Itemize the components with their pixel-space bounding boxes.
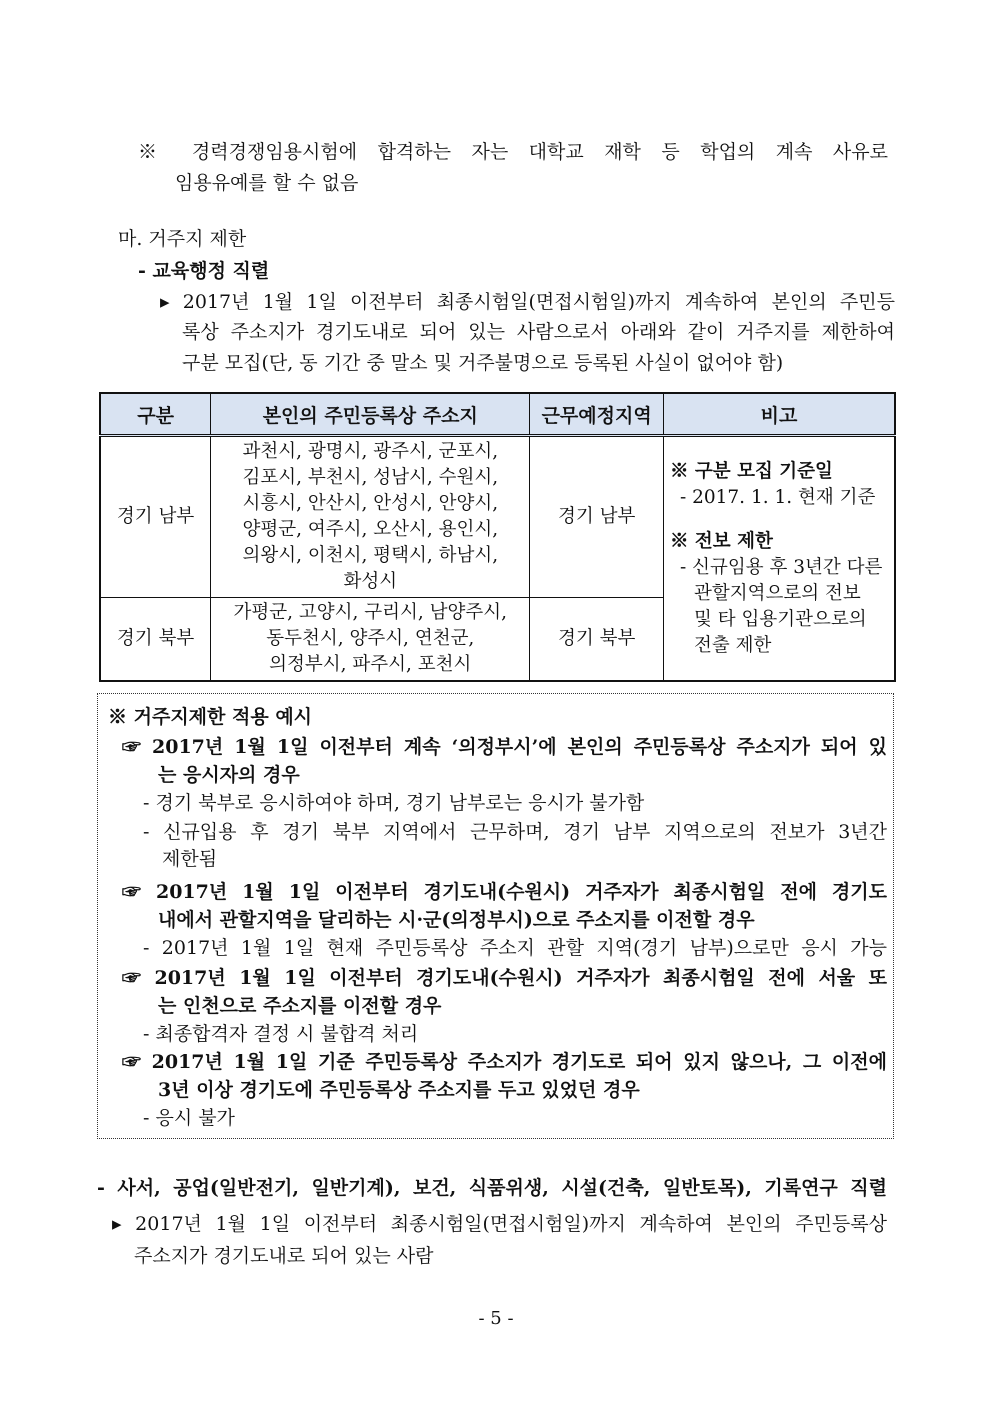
page-number: - 5 -	[478, 1308, 514, 1329]
address-line: 가평군, 고양시, 구리시, 남양주시,	[233, 602, 508, 623]
paragraph-line: 구분 모집(단, 동 기간 중 말소 및 거주불명으로 등록된 사실이 없어야 함)	[182, 352, 784, 374]
paragraph-line: 주소지가 경기도내로 되어 있는 사람	[134, 1245, 434, 1267]
work-area-cell: 경기 북부	[530, 598, 664, 682]
example-case: 는 응시자의 경우	[158, 764, 300, 786]
example-case: 3년 이상 경기도에 주민등록상 주소지를 두고 있었던 경우	[158, 1079, 640, 1101]
address-cell	[211, 598, 530, 682]
remarks-detail: - 신규임용 후 3년간 다른	[679, 556, 883, 578]
example-detail: - 최종합격자 결정 시 불합격 처리	[143, 1023, 419, 1045]
example-detail: - 신규입용 후 경기 북부 지역에서 근무하며, 경기 남부 지역으로의 전보가 3년간	[143, 821, 887, 843]
example-detail: - 2017년 1월 1일 현재 주민등록상 주소지 관할 지역(경기 남부)으로만 응시 가능	[143, 937, 887, 959]
paragraph-line: 록상 주소지가 경기도내로 되어 있는 사람으로서 아래와 같이 거주지를 제한하여	[182, 321, 895, 343]
table-header: 비고	[663, 393, 895, 436]
table-header: 본인의 주민등록상 주소지	[211, 393, 530, 436]
address-line: 의정부시, 파주시, 포천시	[269, 654, 472, 675]
address-line: 과천시, 광명시, 광주시, 군포시,	[242, 441, 499, 462]
example-detail: - 응시 불가	[143, 1107, 235, 1129]
address-line: 화성시	[343, 571, 398, 592]
example-case: ☞ 2017년 1월 1일 이전부터 경기도내(수원시) 거주자가 최종시험일 전에 서울 또	[122, 967, 887, 989]
example-case: 내에서 관할지역을 달리하는 시·군(의정부시)으로 주소지를 이전할 경우	[158, 909, 755, 931]
category-cell: 경기 북부	[100, 598, 211, 682]
subsection-other-series: - 사서, 공업(일반전기, 일반기계), 보건, 식품위생, 시설(건축, 일반토목), 기록연구 직렬	[97, 1177, 887, 1199]
example-box-title: ※ 거주지제한 적용 예시	[108, 706, 313, 728]
remarks-detail: 전출 제한	[693, 634, 772, 656]
address-line: 의왕시, 이천시, 평택시, 하남시,	[242, 545, 499, 566]
work-area-cell: 경기 남부	[530, 436, 664, 598]
remarks-detail: 및 타 입용기관으로의	[693, 608, 867, 630]
address-line: 시흥시, 안산시, 안성시, 안양시,	[242, 493, 499, 514]
address-line: 동두천시, 양주시, 연천군,	[266, 628, 475, 649]
section-title: 마. 거주지 제한	[118, 228, 247, 250]
residence-table	[99, 392, 896, 682]
address-cell	[211, 436, 530, 598]
intro-note-line-1: ※ 경력경쟁임용시험에 합격하는 자는 대학교 재학 등 학업의 계속 사유로	[138, 141, 888, 163]
remarks-heading: ※ 구분 모집 기준일	[669, 460, 833, 482]
remarks-detail: - 2017. 1. 1. 현재 기준	[679, 486, 876, 508]
address-line: 김포시, 부천시, 성남시, 수원시,	[242, 467, 499, 488]
category-cell: 경기 남부	[100, 436, 211, 598]
paragraph-line: ▸ 2017년 1월 1일 이전부터 최종시험일(면접시험일)까지 계속하여 본인의 주민등	[160, 291, 895, 313]
remarks-heading: ※ 전보 제한	[669, 530, 773, 552]
remarks-cell	[663, 436, 895, 682]
example-case: ☞ 2017년 1월 1일 이전부터 경기도내(수원시) 거주자가 최종시험일 전에 경기도	[122, 881, 887, 903]
example-case: ☞ 2017년 1월 1일 이전부터 계속 ‘의정부시’에 본인의 주민등록상 주소지가 되어 있	[122, 736, 887, 758]
example-case: ☞ 2017년 1월 1일 기준 주민등록상 주소지가 경기도로 되어 있지 않으나, 그 이전에	[122, 1051, 887, 1073]
intro-note-line-2: 임용유예를 할 수 없음	[175, 172, 359, 194]
subsection-education-admin: - 교육행정 직렬	[138, 260, 270, 282]
table-header: 근무예정지역	[530, 393, 664, 436]
table-header: 구분	[100, 393, 211, 436]
example-case: 는 인천으로 주소지를 이전할 경우	[158, 995, 442, 1017]
example-detail: - 경기 북부로 응시하여야 하며, 경기 남부로는 응시가 불가함	[143, 792, 645, 814]
address-line: 양평군, 여주시, 오산시, 용인시,	[242, 519, 499, 540]
remarks-detail: 관할지역으로의 전보	[693, 582, 861, 604]
example-detail: 제한됨	[162, 848, 218, 870]
paragraph-line: ▸ 2017년 1월 1일 이전부터 최종시험일(면접시험일)까지 계속하여 본인의 주민등록상	[112, 1213, 887, 1235]
